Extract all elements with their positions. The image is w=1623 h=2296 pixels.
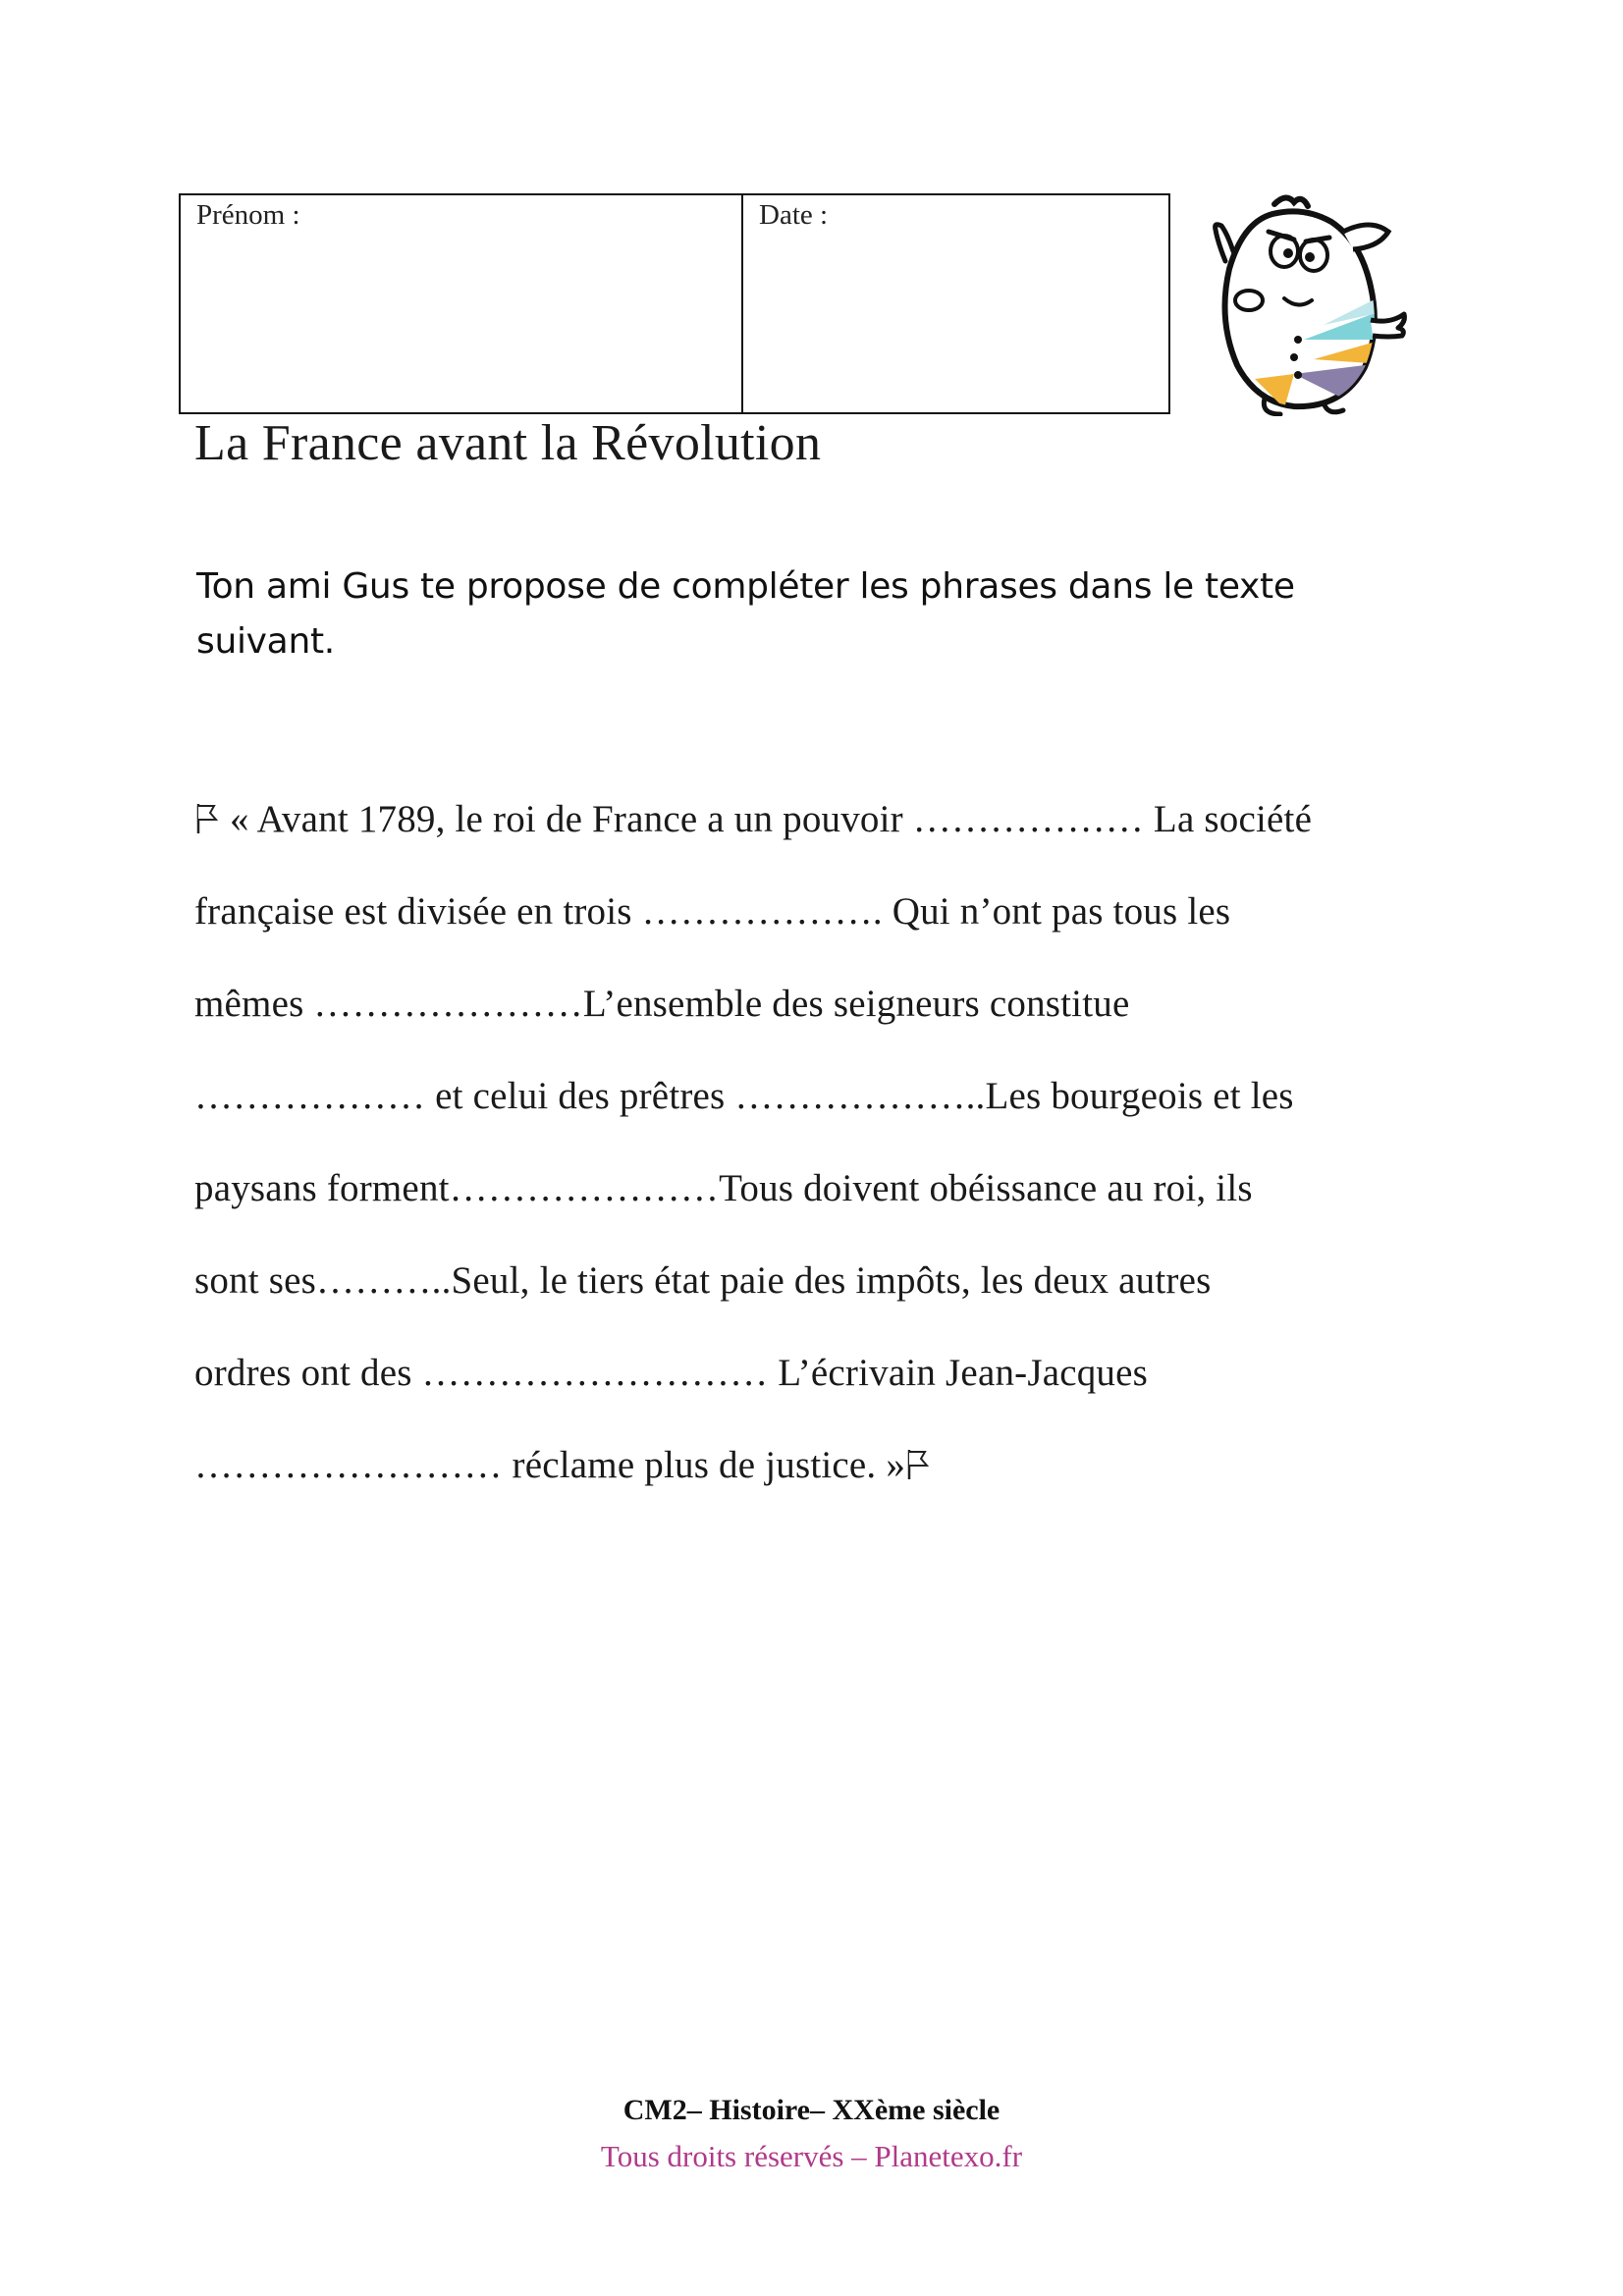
text-line-4: ……………… et celui des prêtres ………………..Les bourgeois et les xyxy=(194,1075,1294,1117)
prenom-label: Prénom : xyxy=(196,199,300,231)
name-date-box xyxy=(179,193,1170,414)
text-line-2: française est divisée en trois ………………. Qui n’ont pas tous les xyxy=(194,890,1231,933)
flag-icon xyxy=(905,1448,931,1481)
text-line-8 xyxy=(194,1431,1471,1523)
flag-icon xyxy=(194,802,220,835)
page-title: La France avant la Révolution xyxy=(194,415,822,471)
instruction-text: Ton ami Gus te propose de compléter les phrases dans le texte suivant. xyxy=(196,566,1295,662)
text-line-1 xyxy=(194,785,1471,878)
text-line-5: paysans forment…………………Tous doivent obéissance au roi, ils xyxy=(194,1167,1253,1209)
footer-course: CM2– Histoire– XXème siècle xyxy=(622,2094,1001,2126)
text-line-7: ordres ont des ……………………… L’écrivain Jean-Jacques xyxy=(194,1352,1149,1394)
prenom-field[interactable] xyxy=(181,195,743,412)
fill-in-text xyxy=(194,785,1471,1523)
mascot-gus-icon xyxy=(1196,192,1412,416)
text-line-6: sont ses………..Seul, le tiers état paie des impôts, les deux autres xyxy=(194,1259,1212,1302)
date-field[interactable] xyxy=(743,195,1168,412)
footer-copyright: Tous droits réservés – Planetexo.fr xyxy=(600,2139,1023,2173)
text-line-3: mêmes …………………L’ensemble des seigneurs constitue xyxy=(194,983,1130,1025)
text-line-8-content: …………………… réclame plus de justice. » xyxy=(194,1444,906,1486)
date-label: Date : xyxy=(759,199,829,231)
text-line-1-content: « Avant 1789, le roi de France a un pouvoir ……………… La société xyxy=(229,798,1313,840)
